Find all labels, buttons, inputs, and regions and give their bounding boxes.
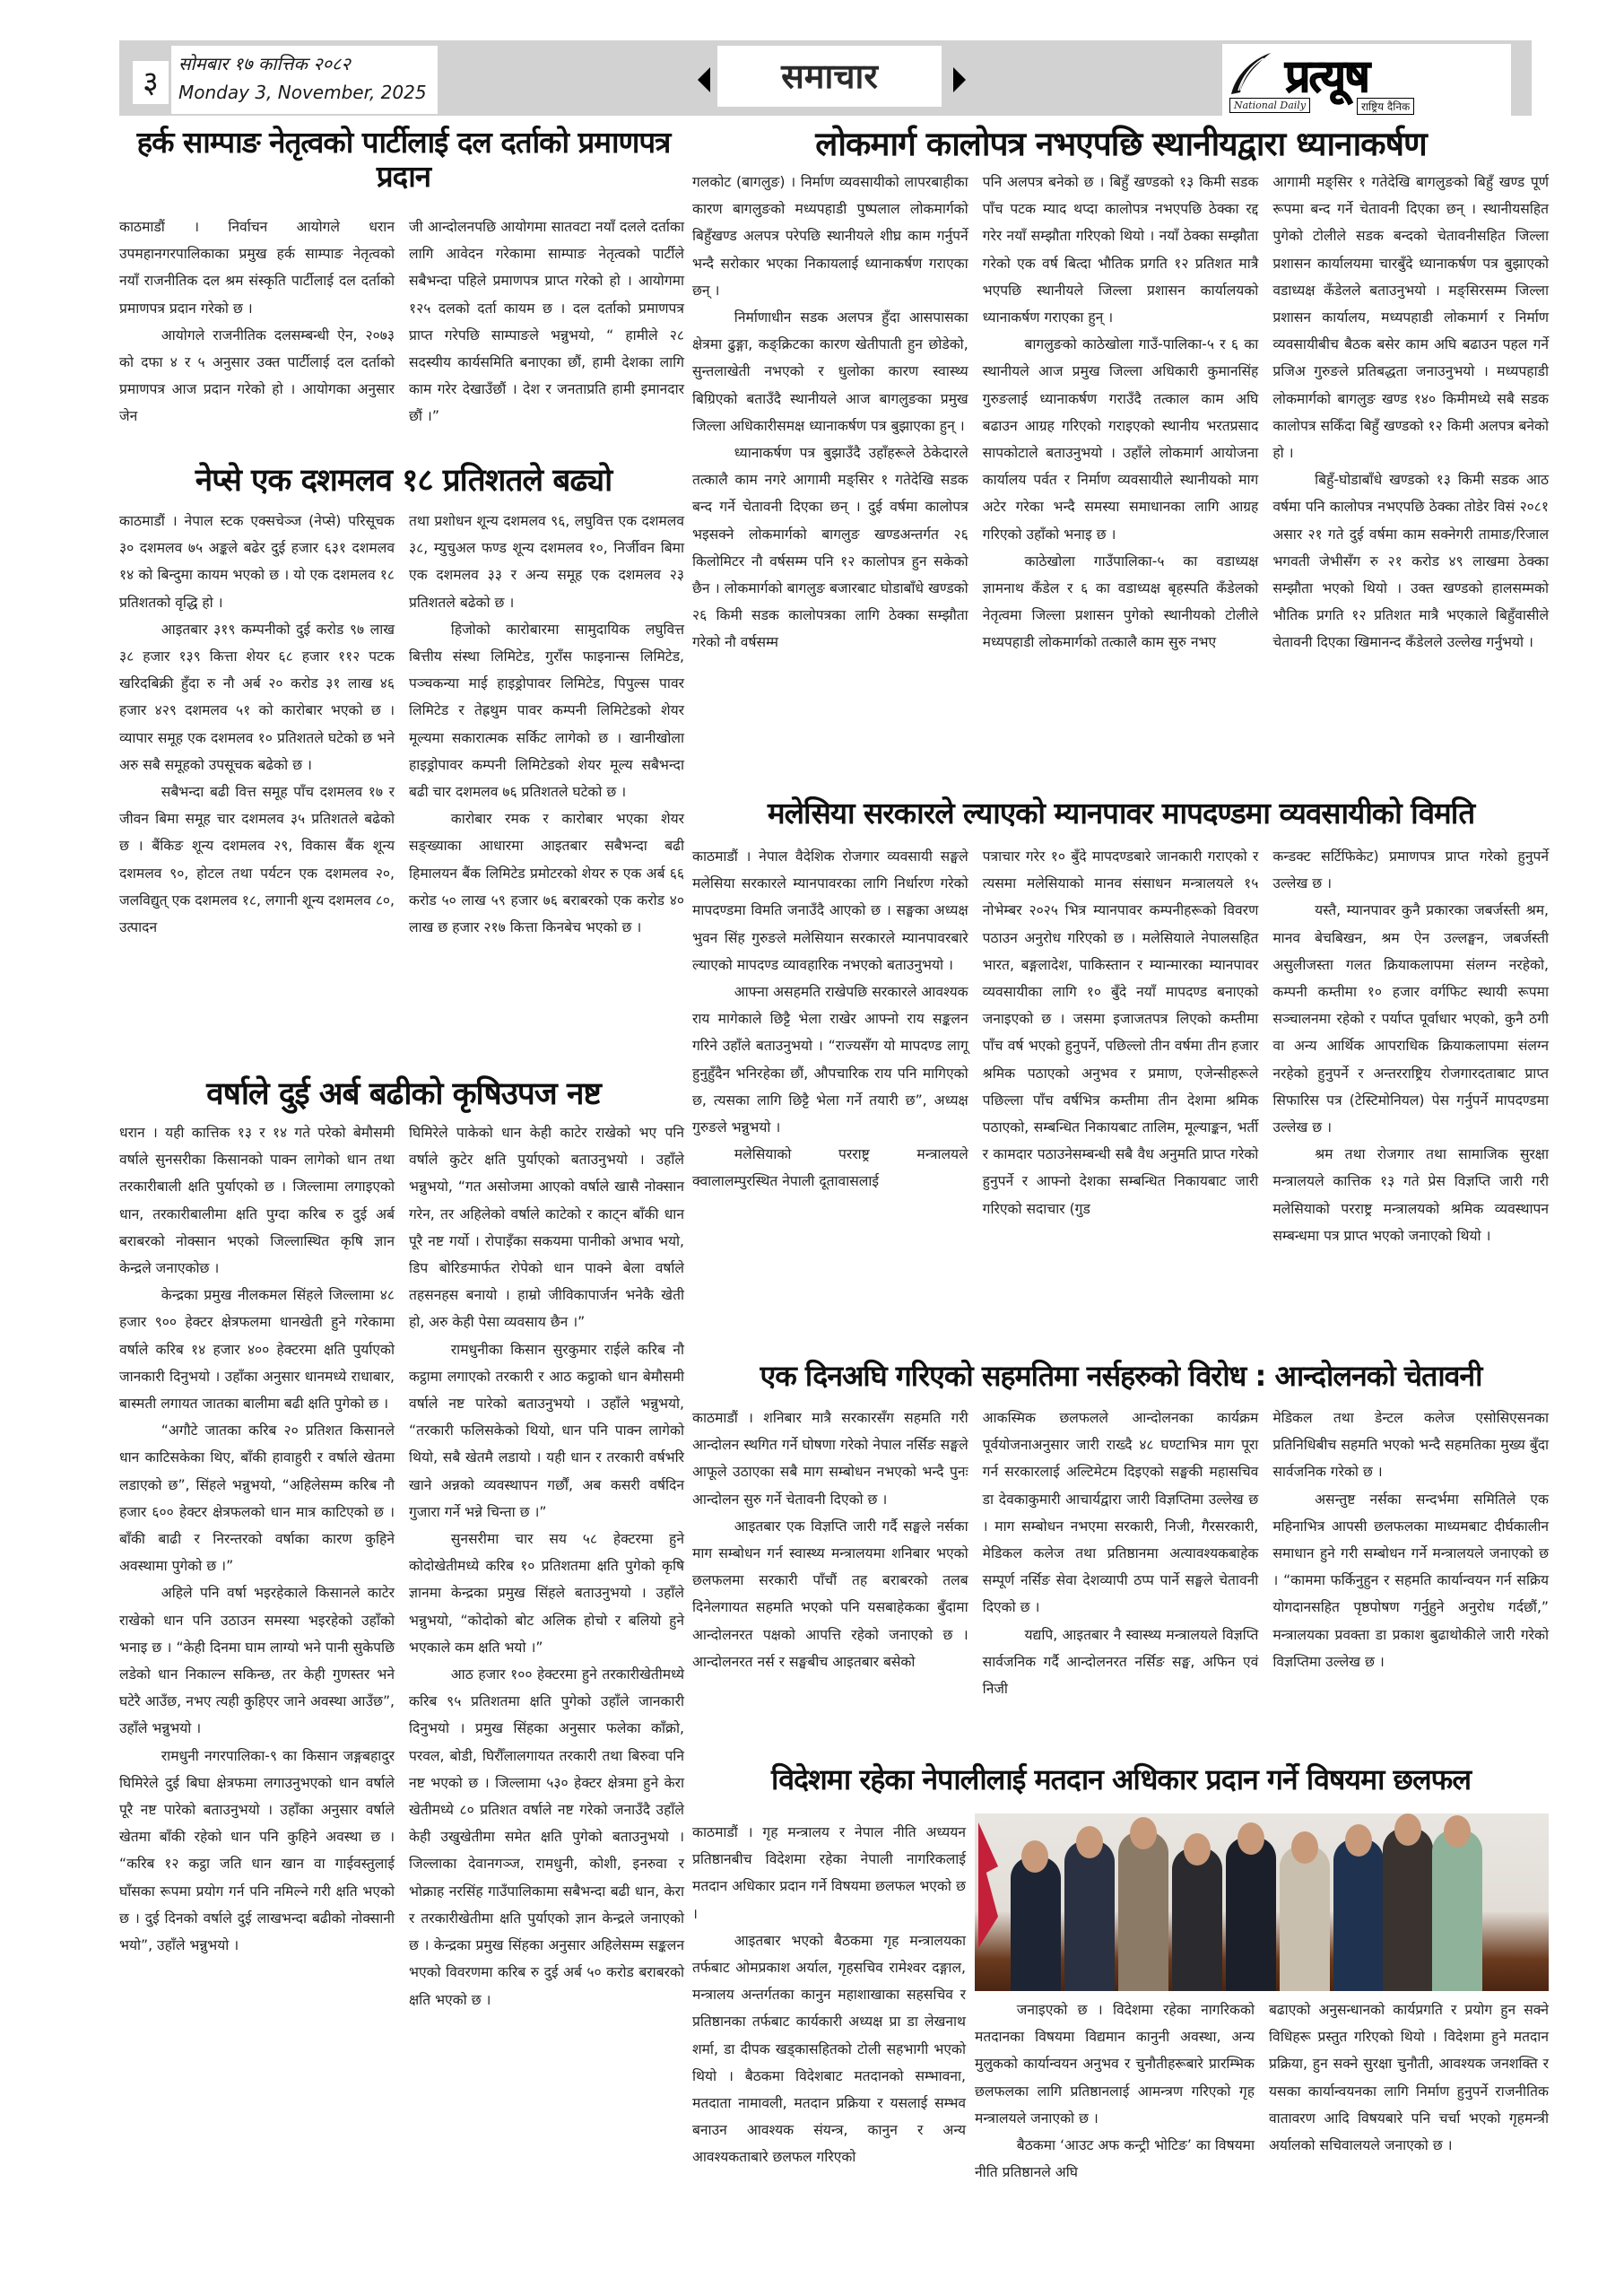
paragraph: आइतबार भएको बैठकमा गृह मन्त्रालयका तर्फबाट ओमप्रकाश अर्याल, गृहसचिव रामेश्वर दङ्गाल, मन्त्रालय अन्तर्गतका कानुन महाशाखाका सहसचिव र प्रतिष्ठानका तर्फबाट कार्यकारी अध्यक्ष प्रा डा लेखनाथ शर्मा, डा दीपक खड्कासहितको टोली सहभागी भएको थियो । बैठकमा विदेशबाट मतदानको सम्भावना, मतदाता नामावली, मतदान प्रक्रिया र यसलाई सम्भव बनाउन आवश्यक संयन्त्र, कानुन र अन्य आवश्यकताबारे छलफल गरिएको: [692, 1932, 966, 2166]
paragraph: रामधुनीका किसान सुरकुमार राईले करिब नौ कट्ठामा लगाएको तरकारी र आठ कट्ठाको धान बेमौसमी वर्षाले नष्ट पारेको बताउनुभयो । उहाँले भन्नुभयो, “तरकारी फलिसकेको थियो, धान पनि पाक्न लागेको थियो, सबै खेतमै लडायो । यही धान र तरकारी वर्षभरि खाने अन्नको व्यवस्थापन गर्छौं, अब कसरी वर्षदिन गुजारा गर्ने भन्ने चिन्ता छ ।”: [409, 1341, 684, 1520]
paragraph: काठमाडौं । नेपाल वैदेशिक रोजगार व्यवसायी सङ्घले मलेसिया सरकारले म्यानपावरका लागि निर्धारण गरेको मापदण्डमा विमति जनाउँदै आएको छ । सङ्घका अध्यक्ष भुवन सिंह गुरुङले मलेसियान सरकारले म्यानपावरबारे ल्याएको मापदण्ड व्यावहारिक नभएको बताउनुभयो ।: [692, 848, 968, 973]
article-nurse: [692, 1405, 1549, 1763]
article-harka: [119, 213, 684, 447]
person-head: [1444, 1815, 1471, 1848]
paragraph: “अगौटे जातका करिब २० प्रतिशत किसानले धान काटिसकेका थिए, बाँकी हावाहुरी र वर्षाले खेतमा लडाएको छ”, सिंहले भन्नुभयो, “अहिलेसम्म करिब नौ हजार ६०० हेक्टर क्षेत्रफलको धान मात्र काटिएको छ । बाँकी बाढी र निरन्तरको वर्षाका कारण कुहिने अवस्थामा पुगेको छ ।”: [119, 1422, 395, 1575]
headline-nepse: नेप्से एक दशमलव १८ प्रतिशतले बढ्यो: [195, 463, 612, 499]
person-figure: [1333, 1839, 1384, 1991]
article-column: [409, 508, 684, 1082]
article-bidesh-right: [975, 1996, 1549, 2274]
article-column: [119, 213, 395, 447]
person-figure: [1226, 1837, 1276, 1991]
person-figure: [1280, 1846, 1330, 1991]
meeting-photo: [975, 1813, 1549, 1991]
person-figure: [1172, 1848, 1222, 1991]
paragraph: पनि अलपत्र बनेको छ । बिहुँ खण्डको १३ किमी सडक पाँच पटक म्याद थप्दा कालोपत्र नभएपछि ठेक्का रद्द गरेर नयाँ सम्झौता गरिएको थियो । नयाँ ठेक्का सम्झौता गरेको एक वर्ष बित्दा भौतिक प्रगति १२ प्रतिशत मात्रै भएपछि स्थानीयले जिल्ला प्रशासन कार्यालयको ध्यानाकर्षण गराएका हुन् ।: [982, 174, 1259, 326]
person-figure: [1118, 1831, 1168, 1991]
paragraph: रामधुनी नगरपालिका-९ का किसान जङ्गबहादुर घिमिरेले दुई बिघा क्षेत्रफमा लगाउनुभएको धान वर्षाले पूरै नष्ट पारेको बताउनुभयो । उहाँका अनुसार वर्षाले खेतमा बाँकी रहेको धान पनि कुहिने अवस्था छ । “करिब १२ कट्ठा जति धान खान वा गाईवस्तुलाई घाँसका रूपमा प्रयोग गर्न पनि नमिल्ने गरी क्षति भएको छ । दुई दिनको वर्षाले दुई लाखभन्दा बढीको नोक्सानी भयो”, उहाँले भन्नुभयो ।: [119, 1747, 395, 1954]
article-column: [692, 843, 968, 1363]
article-column: [983, 169, 1259, 796]
headline-harka: हर्क साम्पाङ नेतृत्वको पार्टीलाई दल दर्ताको प्रमाणपत्र प्रदान: [136, 125, 671, 194]
arrow-right-icon: [953, 67, 966, 92]
article-barsha: [119, 1119, 684, 2276]
article-column: [983, 1405, 1259, 1763]
person-head: [1394, 1813, 1421, 1846]
page-number: ३: [133, 61, 169, 104]
article-column: [1272, 1405, 1549, 1763]
paragraph: मेडिकल तथा डेन्टल कलेज एसोसिएसनका प्रतिनिधिबीच सहमति भएको भन्दै सहमतिका मुख्य बुँदा सार्वजनिक गरेको छ ।: [1272, 1410, 1550, 1481]
section-title: समाचार: [717, 46, 942, 107]
article-column: [692, 1819, 966, 2276]
article-column: [1269, 1996, 1549, 2274]
article-column: [119, 1119, 395, 2276]
person-figure: [1064, 1840, 1115, 1991]
paragraph: आकस्मिक छलफलले आन्दोलनका कार्यक्रम पूर्वयोजनाअनुसार जारी राख्दै ४८ घण्टाभित्र माग पूरा गर्न सरकारलाई अल्टिमेटम दिइएको सङ्घकी महासचिव डा देवकाकुमारी आचार्यद्वारा जारी विज्ञप्तिमा उल्लेख छ । माग सम्बोधन नभएमा सरकारी, निजी, गैरसरकारी, मेडिकल कलेज तथा प्रतिष्ठानमा अत्यावश्यकबाहेक सम्पूर्ण नर्सिङ सेवा देशव्यापी ठप्प पार्ने सङ्घले चेतावनी दिएको छ ।: [982, 1410, 1259, 1616]
logo-tagline-english: National Daily: [1229, 98, 1310, 113]
paragraph: काठेखोला गाउँपालिका-५ का वडाध्यक्ष ज्ञामनाथ कँडेल र ६ का वडाध्यक्ष बृहस्पति कँडेलको नेतृत्वमा जिल्ला प्रशासन पुगेको स्थानीयको टोलीले मध्यपहाडी लोकमार्गको तत्कालै काम सुरु नभए: [982, 552, 1259, 651]
logo-name: प्रत्यूष: [1285, 49, 1368, 102]
paragraph: अहिले पनि वर्षा भइरहेकाले किसानले काटेर राखेको धान पनि उठाउन समस्या भइरहेको उहाँको भनाइ छ । “केही दिनमा घाम लाग्यो भने पानी सुकेपछि लडेको धान निकाल्न सकिन्छ, तर केही गुणस्तर भने घटेरै आउँछ, नभए त्यही कुहिएर जाने अवस्था आउँछ”, उहाँले भन्नुभयो ।: [119, 1585, 395, 1737]
date-box: [171, 46, 438, 114]
paragraph: आगामी मङ्सिर १ गतेदेखि बागलुङको बिहुँ खण्ड पूर्ण रूपमा बन्द गर्ने चेतावनी दिएका छन् । स्थानीयसहित पुगेको टोलीले सडक बन्दको चेतावनीसहित जिल्ला प्रशासन कार्यालयमा चारबुँदे ध्यानाकर्षण पत्र बुझाएको वडाध्यक्ष कँडेलले बताउनुभयो । मङ्सिरसम्म जिल्ला प्रशासन कार्यालय, मध्यपहाडी लोकमार्ग र निर्माण व्यवसायीबीच बैठक बसेर काम अघि बढाउन पहल गर्ने प्रजिअ गुरुङले प्रतिबद्धता जनाउनुभयो । मध्यपहाडी लोकमार्गको बागलुङ खण्ड १४० किमीमध्ये सबै सडक कालोपत्र सकिँदा बिहुँ खण्डको १२ किमी अलपत्र बनेको हो ।: [1272, 174, 1550, 462]
article-column: [119, 508, 395, 1082]
paragraph: पत्राचार गरेर १० बुँदे मापदण्डबारे जानकारी गराएको र त्यसमा मलेसियाको मानव संसाधन मन्त्रालयले १५ नोभेम्बर २०२५ भित्र म्यानपावर कम्पनीहरूको विवरण पठाउन अनुरोध गरिएको छ । मलेसियाले नेपालसहित भारत, बङ्गलादेश, पाकिस्तान र म्यान्मारका म्यानपावर व्यवसायीका लागि १० बुँदे नयाँ मापदण्ड बनाएको जनाइएको छ । जसमा इजाजतपत्र लिएको कम्तीमा पाँच वर्ष भएको हुनुपर्ने, पछिल्लो तीन वर्षमा तीन हजार श्रमिक पठाएको अनुभव र प्रमाण, एजेन्सीहरूले पछिल्ला पाँच वर्षभित्र कम्तीमा तीन देशमा श्रमिक पठाएको, सम्बन्धित निकायबाट तालिम, मूल्याङ्कन, भर्ती र कामदार पठाउनेसम्बन्धी सबै वैध अनुमति प्राप्त गरेको हुनुपर्ने र आफ्नो देशका सम्बन्धित निकायबाट जारी गरिएको सदाचार (गुड: [982, 848, 1259, 1217]
person-head: [1184, 1833, 1211, 1866]
headline-bidesh: विदेशमा रहेका नेपालीलाई मतदान अधिकार प्रदान गर्ने विषयमा छलफल: [770, 1762, 1472, 1796]
article-column: [692, 1405, 968, 1763]
paragraph: आफ्ना असहमति राखेपछि सरकारले आवश्यक राय मागेकाले छिट्टै भेला राखेर आफ्नो राय सङ्कलन गरिने उहाँले बताउनुभयो । “राज्यसँग यो मापदण्ड लागू हुनुहुँदैन भनिरहेका छौं, औपचारिक राय पनि मागिएको छ, त्यसका लागि छिट्टै भेला गर्ने तयारी छ”, अध्यक्ष गुरुङले भन्नुभयो ।: [692, 984, 968, 1136]
nepal-flag-icon: [978, 1822, 998, 1948]
person-head: [1238, 1822, 1264, 1855]
paragraph: कन्डक्ट सर्टिफिकेट) प्रमाणपत्र प्राप्त गरेको हुनुपर्ने उल्लेख छ ।: [1272, 848, 1550, 892]
paragraph: केन्द्रका प्रमुख नीलकमल सिंहले जिल्लामा ४८ हजार ९०० हेक्टर क्षेत्रफलमा धानखेती हुने गरेकामा वर्षाले करिब १४ हजार ४०० हेक्टरमा क्षति पुर्याएको जानकारी दिनुभयो । उहाँका अनुसार धानमध्ये राधाबार, बास्मती लगायत जातका बालीमा बढी क्षति पुगेको छ ।: [119, 1287, 395, 1413]
masthead-logo: [1222, 44, 1511, 116]
paragraph: असन्तुष्ट नर्सका सन्दर्भमा समितिले एक महिनाभित्र आपसी छलफलका माध्यमबाट दीर्घकालीन समाधान हुने गरी सम्बोधन गर्ने मन्त्रालयले जनाएको छ । “काममा फर्किनुहुन र सहमति कार्यान्वयन गर्न सक्रिय योगदानसहित पृष्ठपोषण गर्नुहुने अनुरोध गर्दछौं,” मन्त्रालयका प्रवक्ता डा प्रकाश बुढाथोकीले जारी गरेको विज्ञप्तिमा उल्लेख छ ।: [1272, 1491, 1550, 1670]
paragraph: काठमाडौं । निर्वाचन आयोगले धरान उपमहानगरपालिकाका प्रमुख हर्क साम्पाङ नेतृत्वको नयाँ राजनीतिक दल श्रम संस्कृति पार्टीलाई दल दर्ताको प्रमाणपत्र प्रदान गरेको छ ।: [119, 219, 395, 317]
article-column: [975, 1996, 1255, 2274]
person-head: [1291, 1831, 1318, 1864]
paragraph: आठ हजार १०० हेक्टरमा हुने तरकारीखेतीमध्ये करिब ९५ प्रतिशतमा क्षति पुगेको उहाँले जानकारी दिनुभयो । प्रमुख सिंहका अनुसार फलेका काँक्रो, परवल, बोडी, घिरौँलालगायत तरकारी तथा बिरुवा पनि नष्ट भएको छ । जिल्लामा ५३० हेक्टर क्षेत्रमा हुने केरा खेतीमध्ये ८० प्रतिशत वर्षाले नष्ट गरेको जनाउँदै उहाँले केही उखुखेतीमा समेत क्षति पुगेको बताउनुभयो । जिल्लाका देवानगञ्ज, रामधुनी, कोशी, इनरुवा र भोक्राह नरसिंह गाउँपालिकामा सबैभन्दा बढी धान, केरा र तरकारीखेतीमा क्षति पुर्याएको ज्ञान केन्द्रले जनाएको छ । केन्द्रका प्रमुख सिंहका अनुसार अहिलेसम्म सङ्कलन भएको विवरणमा करिब रु दुई अर्ब ५० करोड बराबरको क्षति भएको छ ।: [409, 1666, 684, 2008]
date-english: Monday 3, November, 2025: [178, 82, 427, 103]
headline-nurse: एक दिनअघि गरिएको सहमतिमा नर्सहरुको विरोध : आन्दोलनको चेतावनी: [760, 1359, 1482, 1393]
logo-tagline-nepali: राष्ट्रिय दैनिक: [1357, 98, 1414, 115]
paragraph: बिहुँ-घोडाबाँधे खण्डको १३ किमी सडक आठ वर्षमा पनि कालोपत्र नभएपछि ठेक्का तोडेर विसं २०८१ असार २१ गते दुई वर्षमा काम सक्नेगरी तामाङ/रिजाल भगवती जेभीसँग रु २१ करोड ४९ लाखमा ठेक्का सम्झौता भएको थियो । उक्त खण्डको हालसम्मको भौतिक प्रगति १२ प्रतिशत मात्रै भएकाले बिहुँवासीले चेतावनी दिएका खिमानन्द कँडेलले उल्लेख गर्नुभयो ।: [1272, 472, 1550, 651]
person-head: [1076, 1826, 1103, 1858]
article-column: [1272, 843, 1549, 1363]
paragraph: काठमाडौं । गृह मन्त्रालय र नेपाल नीति अध्ययन प्रतिष्ठानबीच विदेशमा रहेका नेपाली नागरिकलाई मतदान अधिकार प्रदान गर्ने विषयमा छलफल भएको छ ।: [692, 1824, 966, 1922]
paragraph: तथा प्रशोधन शून्य दशमलव ९६, लघुवित्त एक दशमलव ३८, म्युचुअल फण्ड शून्य दशमलव १०, निर्जीवन बिमा एक दशमलव ३३ र अन्य समूह एक दशमलव २३ प्रतिशतले बढेको छ ।: [409, 513, 684, 611]
paragraph: गलकोट (बागलुङ) । निर्माण व्यवसायीको लापरबाहीका कारण बागलुङको मध्यपहाडी पुष्पलाल लोकमार्गको बिहुँखण्ड अलपत्र परेपछि स्थानीयले शीघ्र काम गर्नुपर्ने भन्दै सरोकार भएका निकायलाई ध्यानाकर्षण गराएका छन् ।: [692, 174, 968, 299]
person-figure: [1432, 1830, 1482, 1991]
article-lokmarg: [692, 169, 1549, 796]
headline-barsha: वर्षाले दुई अर्ब बढीको कृषिउपज नष्ट: [206, 1076, 601, 1112]
person-head: [1021, 1840, 1048, 1873]
paragraph: सबैभन्दा बढी वित्त समूह पाँच दशमलव १७ र जीवन बिमा समूह चार दशमलव ३५ प्रतिशतले बढेको छ । बैंकिङ शून्य दशमलव २९, विकास बैंक शून्य दशमलव ९०, होटल तथा पर्यटन एक दशमलव २०, जलविद्युत् एक दशमलव १८, लगानी शून्य दशमलव ८०, उत्पादन: [119, 784, 395, 936]
arrow-left-icon: [698, 67, 710, 92]
paragraph: जी आन्दोलनपछि आयोगमा सातवटा नयाँ दलले दर्ताका लागि आवेदन गरेकामा साम्पाङ नेतृत्वको पार्टीले सबैभन्दा पहिले प्रमाणपत्र प्राप्त गरेको हो । आयोगमा १२५ दलको दर्ता कायम छ । दल दर्ताको प्रमाणपत्र प्राप्त गरेपछि साम्पाङले भन्नुभयो, “ हामीले २८ सदस्यीय कार्यसमिति बनाएका छौं, हामी देशका लागि काम गरेर देखाउँछौं । देश र जनताप्रति हामी इमानदार छौं ।”: [409, 219, 684, 425]
paragraph: मलेसियाको परराष्ट्र मन्त्रालयले क्वालालम्पुरस्थित नेपाली दूतावासलाई: [692, 1146, 968, 1190]
page-header: [119, 40, 1532, 116]
article-column: [1272, 169, 1549, 796]
article-column: [409, 213, 684, 447]
paragraph: जनाइएको छ । विदेशमा रहेका नागरिकको मतदानका विषयमा विद्यमान कानुनी अवस्था, अन्य मुलुकको कार्यान्वयन अनुभव र चुनौतीहरूबारे प्रारम्भिक छलफलका लागि प्रतिष्ठानलाई आमन्त्रण गरिएको गृह मन्त्रालयले जनाएको छ ।: [975, 2002, 1255, 2126]
paragraph: धरान । यही कात्तिक १३ र १४ गते परेको बेमौसमी वर्षाले सुनसरीका किसानको पाक्न लागेको धान तथा तरकारीबाली क्षति पुर्याएको छ । जिल्लामा लगाइएको धान, तरकारीबालीमा क्षति पुग्दा करिब रु दुई अर्ब बराबरको नोक्सान भएको जिल्लास्थित कृषि ज्ञान केन्द्रले जनाएकोछ ।: [119, 1125, 395, 1277]
article-column: [409, 1119, 684, 2276]
person-head: [1345, 1824, 1372, 1857]
person-figure: [1383, 1828, 1433, 1991]
paragraph: आइतबार एक विज्ञप्ति जारी गर्दै सङ्घले नर्सका माग सम्बोधन गर्न स्वास्थ्य मन्त्रालयमा शनिबार भएको छलफलमा सरकारी पाँचौं तह बराबरको तलब दिनेलगायत सहमति भएको पनि यसबाहेकका बुँदामा आन्दोलनरत पक्षको आपत्ति रहेको जनाएको छ । आन्दोलनरत नर्स र सङ्घबीच आइतबार बसेको: [692, 1518, 968, 1670]
paragraph: बढाएको अनुसन्धानको कार्यप्रगति र प्रयोग हुन सक्ने विधिहरू प्रस्तुत गरिएको थियो । विदेशमा हुने मतदान प्रक्रिया, हुन सक्ने सुरक्षा चुनौती, आवश्यक जनशक्ति र यसका कार्यान्वयनका लागि निर्माण हुनुपर्ने राजनीतिक वातावरण आदि विषयबारे पनि चर्चा भएको गृहमन्त्री अर्यालको सचिवालयले जनाएको छ ।: [1269, 2002, 1549, 2154]
paragraph: कारोबार रमक र कारोबार भएका शेयर सङ्ख्याका आधारमा आइतबार सबैभन्दा बढी हिमालयन बैंक लिमिटेड प्रमोटरको शेयर रु एक अर्ब ६६ करोड ५० लाख ५९ हजार ७६ बराबरको एक करोड ४० लाख छ हजार २१७ कित्ता किनबेच भएको छ ।: [409, 811, 684, 936]
date-nepali: सोमबार १७ कात्तिक २०८२: [178, 53, 351, 74]
headline-lokmarg: लोकमार्ग कालोपत्र नभएपछि स्थानीयद्वारा ध्यानाकर्षण: [815, 125, 1427, 163]
paragraph: यस्तै, म्यानपावर कुनै प्रकारका जबर्जस्ती श्रम, मानव बेचबिखन, श्रम ऐन उल्लङ्घन, जबर्जस्ती असुलीजस्ता गलत क्रियाकलापमा संलग्न नरहेको, कम्पनी कम्तीमा १० हजार वर्गफिट स्थायी रूपमा सञ्चालनमा रहेको र पर्याप्त पूर्वाधार भएको, कुनै ठगी वा अन्य आर्थिक आपराधिक क्रियाकलापमा संलग्न नरहेको हुनुपर्ने र अन्तरराष्ट्रिय रोजगारदताबाट प्राप्त सिफारिस पत्र (टेस्टिमोनियल) पेस गर्नुपर्ने मापदण्डमा उल्लेख छ ।: [1272, 902, 1550, 1136]
paragraph: काठमाडौं । शनिबार मात्रै सरकारसँग सहमति गरी आन्दोलन स्थगित गर्ने घोषणा गरेको नेपाल नर्सिङ सङ्घले आफूले उठाएका सबै माग सम्बोधन नभएको भन्दै पुनः आन्दोलन सुरु गर्ने चेतावनी दिएको छ ।: [692, 1410, 968, 1508]
paragraph: निर्माणाधीन सडक अलपत्र हुँदा आसपासका क्षेत्रमा ढुङ्गा, कङ्क्रिटका कारण खेतीपाती हुन छोडेको, सुन्तलाखेती नभएको र धुलोका कारण स्वास्थ्य बिग्रिएको बताउँदै स्थानीयले आज बागलुङका प्रमुख जिल्ला अधिकारीसमक्ष ध्यानाकर्षण पत्र बुझाएका हुन् ।: [692, 309, 968, 434]
paragraph: बागलुङको काठेखोला गाउँ-पालिका-५ र ६ का स्थानीयले आज प्रमुख जिल्ला अधिकारी कुमानसिंह गुरुङलाई ध्यानाकर्षण गराउँदै तत्काल काम अघि बढाउन आग्रह गरिएको गराइएको स्थानीय भरतप्रसाद सापकोटाले बताउनुभयो । उहाँले लोकमार्ग आयोजना कार्यालय पर्वत र निर्माण व्यवसायीले स्थानीयको माग अटेर गरेका भन्दै समस्या समाधानका लागि आग्रह गरिएको उहाँको भनाइ छ ।: [982, 336, 1259, 543]
paragraph: आइतबार ३१९ कम्पनीको दुई करोड ९७ लाख ३८ हजार १३९ कित्ता शेयर ६८ हजार ११२ पटक खरिदबिक्री हुँदा रु नौ अर्ब २० करोड ३१ लाख ४६ हजार ४२९ दशमलव ५१ को कारोबार भएको छ । व्यापार समूह एक दशमलव १० प्रतिशतले घटेको छ भने अरु सबै समूहको उपसूचक बढेको छ ।: [119, 621, 395, 773]
paragraph: सुनसरीमा चार सय ५८ हेक्टरमा हुने कोदोखेतीमध्ये करिब १० प्रतिशतमा क्षति पुगेको कृषि ज्ञानमा केन्द्रका प्रमुख सिंहले बताउनुभयो । उहाँले भन्नुभयो, “कोदोको बोट अलिक होचो र बलियो हुने भएकाले कम क्षति भयो ।”: [409, 1531, 684, 1656]
paragraph: ध्यानाकर्षण पत्र बुझाउँदै उहाँहरूले ठेकेदारले तत्कालै काम नगरे आगामी मङ्सिर १ गतेदेखि सडक बन्द गर्ने चेतावनी दिएका छन् । दुई वर्षमा कालोपत्र भइसक्ने लोकमार्गको बागलुङ खण्डअन्तर्गत २६ किलोमिटर नौ वर्षसम्म पनि १२ कालोपत्र हुन सकेको छैन । लोकमार्गको बागलुङ बजारबाट घोडाबाँधे खण्डको २६ किमी सडक कालोपत्रका लागि ठेक्का सम्झौता गरेको नौ वर्षसम्म: [692, 445, 968, 651]
article-nepse: [119, 508, 684, 1082]
paragraph: यद्यपि, आइतबार नै स्वास्थ्य मन्त्रालयले विज्ञप्ति सार्वजनिक गर्दै आन्दोलनरत नर्सिङ सङ्घ, अफिन एवं निजी: [982, 1626, 1259, 1698]
feather-icon: [1228, 51, 1274, 96]
paragraph: बैठकमा ‘आउट अफ कन्ट्री भोटिङ’ का विषयमा नीति प्रतिष्ठानले अघि: [975, 2137, 1255, 2181]
person-head: [1130, 1817, 1157, 1849]
article-bidesh-left: [692, 1819, 966, 2276]
person-figure: [1011, 1857, 1061, 1991]
paragraph: काठमाडौं । नेपाल स्टक एक्सचेञ्ज (नेप्से) परिसूचक ३० दशमलव ७५ अङ्कले बढेर दुई हजार ६३१ दशमलव १४ को बिन्दुमा कायम भएको छ । यो एक दशमलव १८ प्रतिशतको वृद्धि हो ।: [119, 513, 395, 611]
paragraph: श्रम तथा रोजगार तथा सामाजिक सुरक्षा मन्त्रालयले कात्तिक १३ गते प्रेस विज्ञप्ति जारी गरी मलेसियाको परराष्ट्र मन्त्रालयको श्रमिक व्यवस्थापन सम्बन्धमा पत्र प्राप्त भएको जनाएको थियो ।: [1272, 1146, 1550, 1244]
paragraph: आयोगले राजनीतिक दलसम्बन्धी ऐन, २०७३ को दफा ४ र ५ अनुसार उक्त पार्टीलाई दल दर्ताको प्रमाणपत्र आज प्रदान गरेको हो । आयोगका अनुसार जेन: [119, 326, 395, 425]
article-column: [692, 169, 968, 796]
paragraph: हिजोको कारोबारमा सामुदायिक लघुवित्त बित्तीय संस्था लिमिटेड, गुराँस फाइनान्स लिमिटेड, पञ्चकन्या माई हाइड्रोपावर लिमिटेड, पिपुल्स पावर लिमिटेड र तेह्रथुम पावर कम्पनी लिमिटेडको शेयर मूल्यमा सकारात्मक सर्किट लागेको छ । खानीखोला हाइड्रोपावर कम्पनी लिमिटेडको शेयर मूल्य सबैभन्दा बढी चार दशमलव ७६ प्रतिशतले घटेको छ ।: [409, 621, 684, 801]
article-column: [983, 843, 1259, 1363]
paragraph: घिमिरेले पाकेको धान केही काटेर राखेको भए पनि वर्षाले कुटेर क्षति पुर्याएको बताउनुभयो । उहाँले भन्नुभयो, “गत असोजमा आएको वर्षाले खासै नोक्सान गरेन, तर अहिलेको वर्षाले काटेको र काट्न बाँकी धान पूरै नष्ट गर्यो । रोपाइँका सकयमा पानीको अभाव भयो, डिप बोरिङमार्फत रोपेको धान पाक्ने बेला वर्षाले तहसनहस बनायो । हाम्रो जीविकापार्जन भनेकै खेती हो, अरु केही पेसा व्यवसाय छैन ।”: [409, 1125, 684, 1331]
headline-malaysia: मलेसिया सरकारले ल्याएको म्यानपावर मापदण्डमा व्यवसायीको विमति: [767, 796, 1475, 831]
article-malaysia: [692, 843, 1549, 1363]
